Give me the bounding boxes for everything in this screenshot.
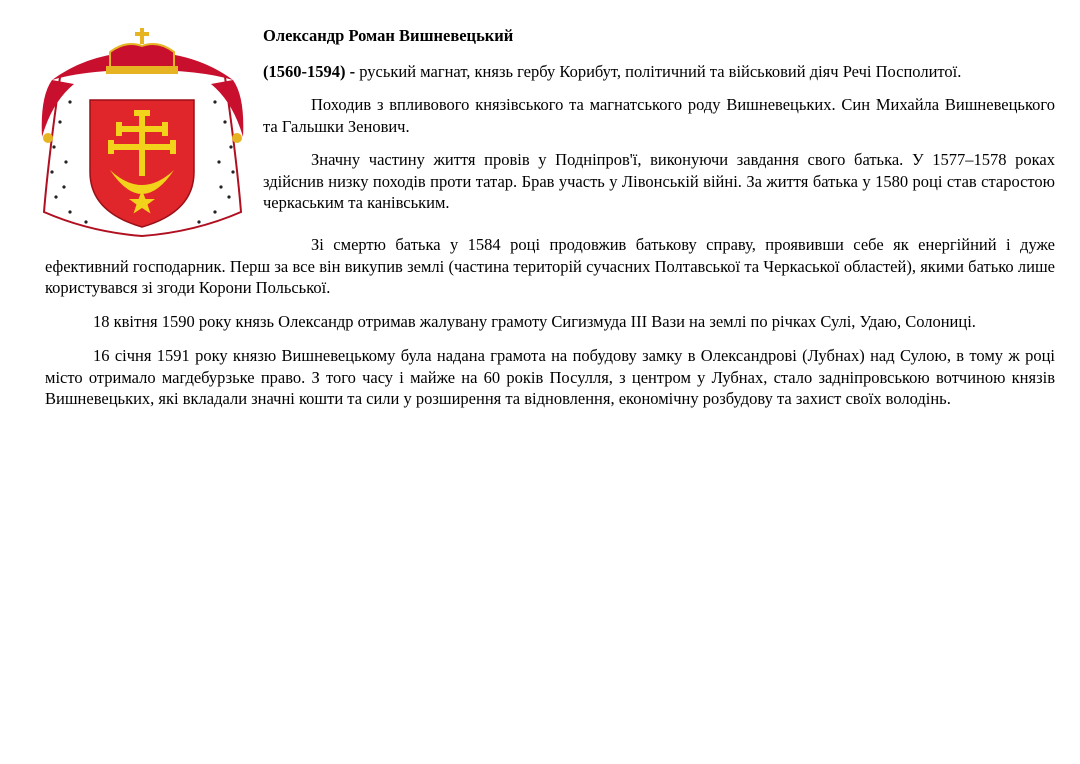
charter-1590-block (45, 311, 1055, 345)
page-title: Олександр Роман Вишневецький (263, 26, 514, 45)
origin-paragraph: Походив з впливового князівського та магнатського роду Вишневецьких. Син Михайла Вишневецького та Гальшки Зенович. (263, 95, 1055, 136)
charter-1591-paragraph: 16 січня 1591 року князю Вишневецькому була надана грамота на побудову замку в Олександрові (Лубнах) над Сулою, в тому ж році місто отримало магдебурзьке право. З того часу і майже на 60 років Посулля, з центром у Лубнах, стало задніпровською вотчиною князів Вишневецьких, які вкладали значні кошти та сили у розширення та відновлення, економічну розбудову та захист своїх володінь. (45, 346, 1055, 408)
life-years: (1560-1594) - (263, 61, 356, 81)
charter-1590-paragraph: 18 квітня 1590 року князь Олександр отримав жалувану грамоту Сигизмуда ІІІ Вази на землі по річках Сулі, Удаю, Солониці. (93, 312, 976, 331)
intro-text: руський магнат, князь гербу Корибут, політичний та військовий діяч Речі Посполитої. (355, 61, 962, 81)
after-father-block (45, 234, 1055, 311)
service-paragraph: Значну частину життя провів у Подніпров'ї, виконуючи завдання свого батька. У 1577–1578 роках здійснив низку походів проти татар. Брав участь у Лівонській війні. За життя батька у 1580 році став старостою черкаським та канівським. (263, 150, 1055, 212)
intro-paragraph (263, 61, 1055, 83)
article-body-top (263, 25, 1055, 226)
charter-1591-block (45, 345, 1055, 422)
coat-of-arms-icon (30, 22, 255, 247)
after-father-paragraph: Зі смертю батька у 1584 році продовжив батькову справу, проявивши себе як енергійний і дуже ефективний господарник. Перш за все він викупив землі (частина територій сучасних Полтавської та Черкаської областей), якими батько лише користувався зі згоди Корони Польської. (45, 235, 1055, 297)
